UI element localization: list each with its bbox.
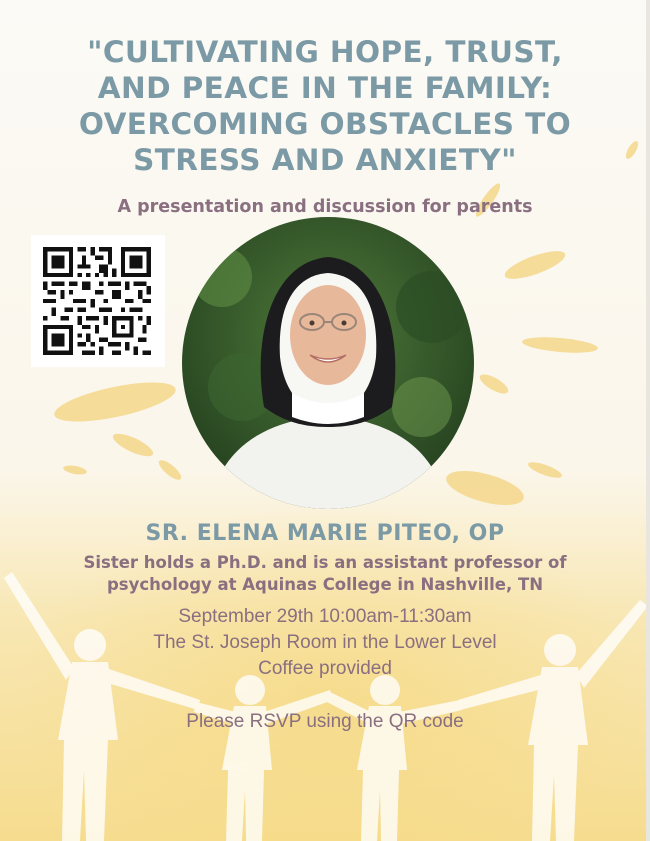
bio-line: Sister holds a Ph.D. and is an assistant professor of [83, 553, 567, 572]
event-datetime: September 29th 10:00am-11:30am [178, 606, 472, 627]
sun-ray [62, 464, 87, 476]
sun-ray [477, 371, 511, 397]
speaker-name: SR. ELENA MARIE PITEO, OP [145, 521, 505, 546]
title-line: AND PEACE IN THE FAMILY: [97, 71, 553, 105]
silhouettes-decoration [0, 540, 650, 841]
sun-ray [443, 464, 528, 512]
sun-ray [522, 335, 599, 356]
event-subtitle: A presentation and discussion for parents [117, 197, 533, 217]
sun-ray [110, 429, 156, 460]
bio-line: psychology at Aquinas College in Nashville, TN [106, 575, 544, 594]
sun-ray [51, 374, 179, 429]
event-location: The St. Joseph Room in the Lower Level [153, 632, 497, 653]
sun-ray [156, 457, 184, 483]
event-refreshments: Coffee provided [258, 658, 392, 679]
sun-ray [502, 246, 568, 285]
event-title [20, 34, 630, 178]
speaker-portrait [182, 217, 474, 509]
title-line: OVERCOMING OBSTACLES TO [78, 107, 572, 141]
page-edge [646, 0, 650, 841]
qr-code-icon [42, 247, 152, 355]
rsvp-qr-code[interactable] [31, 235, 165, 367]
title-line: STRESS AND ANXIETY" [133, 143, 517, 177]
title-line: "CULTIVATING HOPE, TRUST, [87, 35, 563, 69]
portrait-illustration [182, 217, 474, 509]
sun-ray [526, 459, 563, 481]
rsvp-note: Please RSVP using the QR code [186, 711, 464, 732]
